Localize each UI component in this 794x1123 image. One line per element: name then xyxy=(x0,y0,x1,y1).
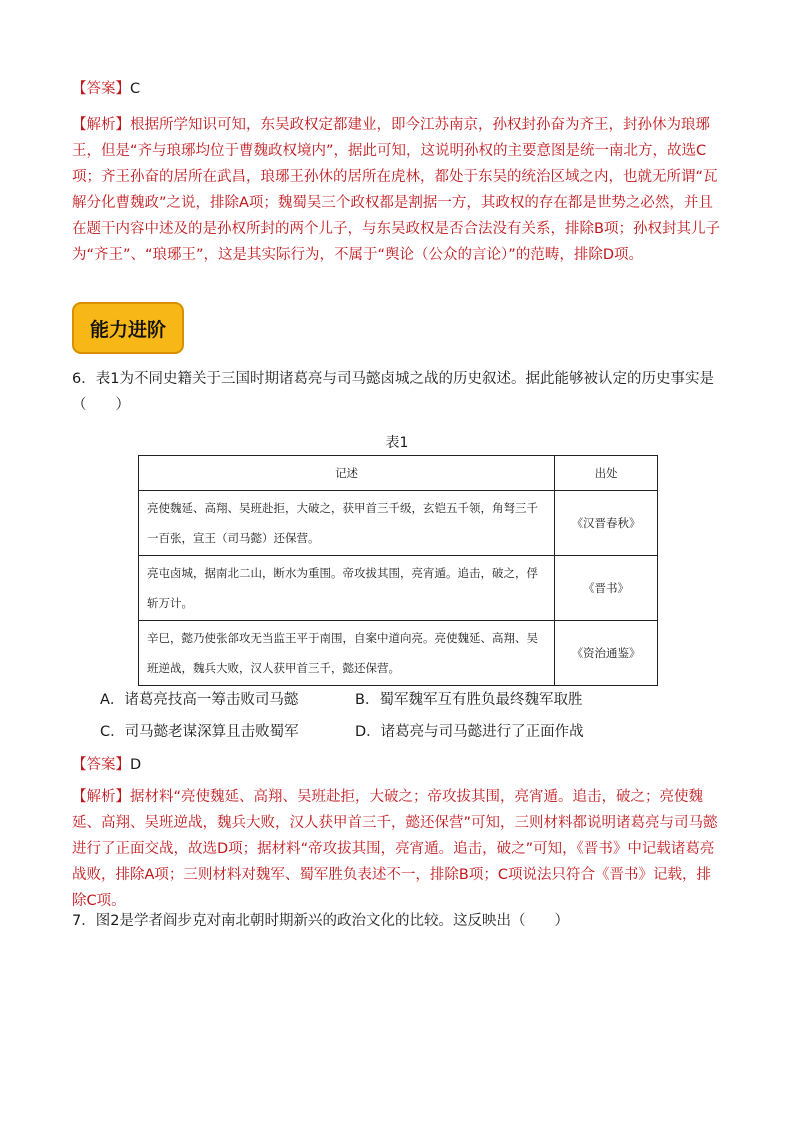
section-badge: 能力进阶 xyxy=(72,302,184,354)
q6-answer-value: D xyxy=(130,757,142,773)
source-table xyxy=(138,455,658,686)
header-record: 记述 xyxy=(139,456,555,491)
option-c: C．司马懿老谋深算且击败蜀军 xyxy=(100,724,299,740)
table-row xyxy=(139,491,658,556)
q6-analysis-text: 据材料“亮使魏延、高翔、吴班赴拒，大破之；帝攻拔其围，亮宵遁。追击，破之；亮使魏延、高翔、吴班逆战，魏兵大败，汉人获甲首三千，懿还保营”可知，三则材料都说明诸葛亮与司马懿进行了正面交战，故选D项；据材料“帝攻拔其围，亮宵遁。追击，破之”可知，《晋书》中记载诸葛亮战败，排除A项；三则材料对魏军、蜀军胜负表述不一，排除B项；C项说法只符合《晋书》记载，排除C项。 xyxy=(72,789,718,909)
q5-answer-tag: 【答案】 xyxy=(72,81,130,97)
row-source: 《汉晋春秋》 xyxy=(555,491,658,556)
q5-analysis-tag: 【解析】 xyxy=(72,117,130,133)
row-record-text: 辛巳，懿乃使张郃攻无当监王平于南围，自案中道向亮。亮使魏延、高翔、吴班逆战，魏兵大败，汉人获甲首三千，懿还保营。 xyxy=(139,621,555,686)
row-source: 《晋书》 xyxy=(555,556,658,621)
table-caption: 表1 xyxy=(385,435,409,451)
table-row xyxy=(139,621,658,686)
q5-analysis-text: 根据所学知识可知，东吴政权定都建业，即今江苏南京，孙权封孙奋为齐王，封孙休为琅琊王，但是“齐与琅琊均位于曹魏政权境内”，据此可知，这说明孙权的主要意图是统一南北方，故选C项；齐王孙奋的居所在武昌，琅琊王孙休的居所在虎林，都处于东吴的统治区域之内，也就无所谓“瓦解分化曹魏政”之说，排除A项；魏蜀吴三个政权都是割据一方，其政权的存在都是世势之必然，并且在题干内容中述及的是孙权所封的两个儿子，与东吴政权是否合法没有关系，排除B项；孙权封其儿子为“齐王”、“琅琊王”，这是其实际行为，不属于“舆论（公众的言论）”的范畴，排除D项。 xyxy=(72,117,720,263)
option-a: A．诸葛亮技高一筹击败司马懿 xyxy=(100,692,299,708)
q6-analysis xyxy=(72,784,722,914)
header-source: 出处 xyxy=(555,456,658,491)
q5-answer xyxy=(72,76,722,102)
q5-answer-value: C xyxy=(130,81,141,97)
q6-analysis-tag: 【解析】 xyxy=(72,789,130,805)
q6-stem: 6．表1为不同史籍关于三国时期诸葛亮与司马懿卤城之战的历史叙述。据此能够被认定的历史事实是（ ） xyxy=(72,371,714,413)
option-d: D．诸葛亮与司马懿进行了正面作战 xyxy=(355,724,584,740)
q5-analysis xyxy=(72,112,722,268)
q6-answer-tag: 【答案】 xyxy=(72,757,130,773)
q7-stem: 7．图2是学者阎步克对南北朝时期新兴的政治文化的比较。这反映出（ ） xyxy=(72,913,569,929)
row-source: 《资治通鉴》 xyxy=(555,621,658,686)
table-row xyxy=(139,556,658,621)
q6-answer xyxy=(72,752,722,778)
row-record-text: 亮使魏延、高翔、吴班赴拒，大破之，获甲首三千级，玄铠五千领，角弩三千一百张，宣王（司马懿）还保营。 xyxy=(139,491,555,556)
table-header-row xyxy=(139,456,658,491)
row-record-text: 亮屯卤城，据南北二山，断水为重围。帝攻拔其围，亮宵遁。追击，破之，俘斩万计。 xyxy=(139,556,555,621)
option-b: B．蜀军魏军互有胜负最终魏军取胜 xyxy=(355,692,583,708)
